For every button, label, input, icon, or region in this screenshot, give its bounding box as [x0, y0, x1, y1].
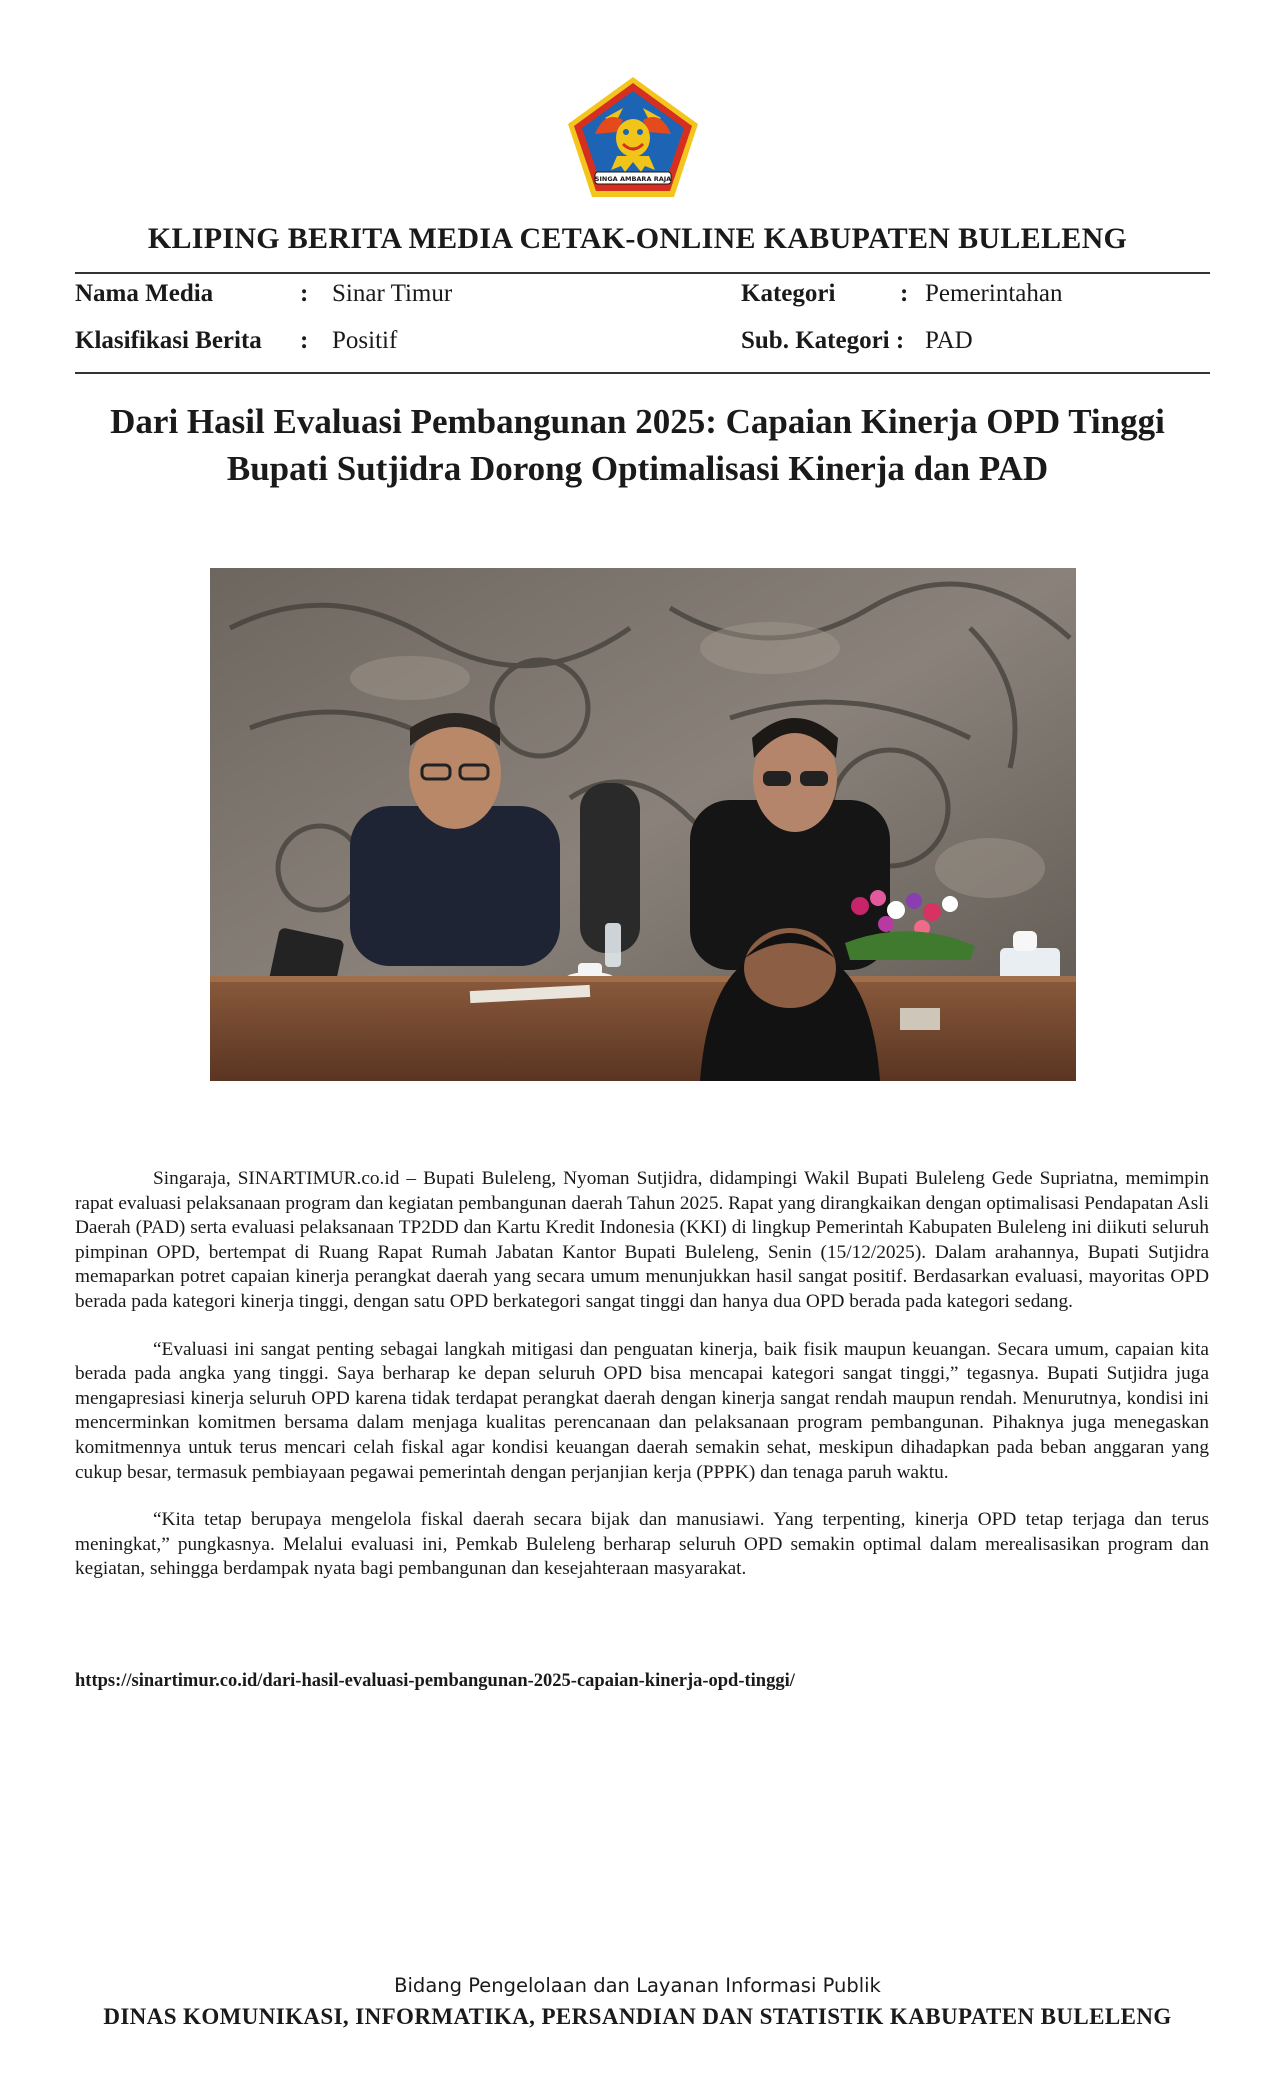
klasifikasi-value: Positif — [332, 327, 398, 354]
article-paragraph-3: “Kita tetap berupaya mengelola fiskal daerah secara bijak dan manusiawi. Yang terpenting, kinerja OPD tetap terjaga dan terus meningkat,” pungkasnya. Melalui evaluasi ini, Pemkab Buleleng berharap seluruh OPD semakin optimal dalam merealisasikan program dan kegiatan, sehingga berdampak nyata bagi pembangunan dan kesejahteraan masyarakat. — [75, 1509, 1209, 1580]
clipping-title: KLIPING BERITA MEDIA CETAK-ONLINE KABUPATEN BULELENG — [147, 222, 1128, 255]
top-rule — [75, 272, 1210, 274]
klasifikasi-colon: : — [300, 327, 309, 354]
klasifikasi-label: Klasifikasi Berita — [75, 327, 262, 354]
news-photo — [210, 568, 1076, 1081]
media-value: Sinar Timur — [332, 280, 453, 307]
footer-division: Bidang Pengelolaan dan Layanan Informasi Publik — [394, 1974, 881, 1997]
bottom-rule — [75, 372, 1210, 374]
svg-text:SINGA AMBARA RAJA: SINGA AMBARA RAJA — [594, 175, 672, 183]
kategori-value: Pemerintahan — [925, 280, 1063, 307]
article-headline — [60, 398, 1215, 492]
media-label: Nama Media — [75, 280, 214, 307]
subkategori-label: Sub. Kategori : — [741, 327, 905, 354]
headline-line-1: Dari Hasil Evaluasi Pembangunan 2025: Capaian Kinerja OPD Tinggi — [110, 402, 1165, 441]
kategori-colon: : — [900, 280, 909, 307]
subkategori-value: PAD — [925, 327, 973, 354]
article-paragraph-1: Singaraja, SINARTIMUR.co.id – Bupati Buleleng, Nyoman Sutjidra, didampingi Wakil Bupati Buleleng Gede Supriatna, memimpin rapat evaluasi pelaksanaan program dan kegiatan pembangunan daerah Tahun 2025. Rapat yang dirangkaikan dengan optimalisasi Pendapatan Asli Daerah (PAD) serta evaluasi pelaksanaan TP2DD dan Kartu Kredit Indonesia (KKI) di lingkup Pemerintah Kabupaten Buleleng ini diikuti seluruh pimpinan OPD, bertempat di Ruang Rapat Rumah Jabatan Kantor Bupati Buleleng, Senin (15/12/2025). Dalam arahannya, Bupati Sutjidra memaparkan potret capaian kinerja perangkat daerah yang secara umum menunjukkan hasil sangat positif. Berdasarkan evaluasi, mayoritas OPD berada pada kategori kinerja tinggi, dengan satu OPD berkategori sangat tinggi dan hanya dua OPD berada pada kategori sedang. — [75, 1168, 1209, 1312]
media-colon: : — [300, 280, 309, 307]
buleleng-emblem-logo — [565, 74, 701, 200]
headline-line-2: Bupati Sutjidra Dorong Optimalisasi Kinerja dan PAD — [226, 449, 1049, 488]
footer-department: DINAS KOMUNIKASI, INFORMATIKA, PERSANDIAN DAN STATISTIK KABUPATEN BULELENG — [103, 2004, 1172, 2029]
article-body — [75, 1167, 1209, 1605]
source-link[interactable]: https://sinartimur.co.id/dari-hasil-evaluasi-pembangunan-2025-capaian-kinerja-opd-tinggi/ — [75, 1671, 795, 1691]
article-paragraph-2: “Evaluasi ini sangat penting sebagai langkah mitigasi dan penguatan kinerja, baik fisik maupun keuangan. Secara umum, capaian kita berada pada angka yang tinggi. Saya berharap ke depan seluruh OPD bisa mencapai kategori sangat tinggi,” tegasnya. Bupati Sutjidra juga mengapresiasi kinerja seluruh OPD karena tidak terdapat perangkat daerah dengan kinerja sangat rendah maupun rendah. Menurutnya, kondisi ini mencerminkan komitmen bersama dalam menjaga kualitas perencanaan dan pelaksanaan program pembangunan. Pihaknya juga menegaskan komitmennya untuk terus mencari celah fiskal agar kondisi keuangan daerah semakin sehat, meskipun dihadapkan pada beban anggaran yang cukup besar, termasuk pembiayaan pegawai pemerintah dengan perjanjian kerja (PPPK) dan tenaga paruh waktu. — [75, 1338, 1209, 1483]
kategori-label: Kategori — [741, 280, 836, 307]
